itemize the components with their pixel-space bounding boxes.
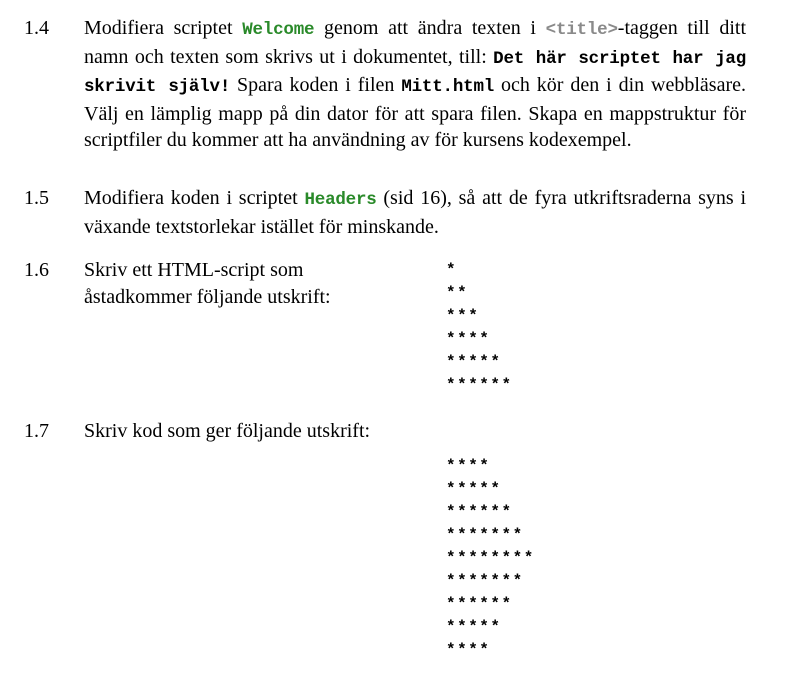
- exercise-1-7-text: Skriv kod som ger följande utskrift:: [84, 420, 371, 442]
- star-row: *****: [446, 353, 502, 371]
- star-row: ***: [446, 307, 480, 325]
- star-row: **: [446, 284, 469, 302]
- exercise-1-4-text-part: och kör den i din webbläsare. Välj en lämplig mapp på din dator för att spara filen. Skapa en mappstruktur för scriptfiler du kommer att ha användning av för kursens kodexempel.: [84, 74, 746, 151]
- exercise-1-4-text-part: Spara koden i filen: [230, 74, 402, 96]
- code-welcome: Welcome: [242, 20, 315, 40]
- code-filename: Mitt.html: [401, 77, 495, 97]
- star-row: ******: [446, 595, 513, 613]
- star-row: ****: [446, 457, 491, 475]
- star-row: *****: [446, 480, 502, 498]
- star-row: *****: [446, 618, 502, 636]
- exercise-1-6-line-2: åstadkommer följande utskrift:: [84, 285, 331, 308]
- exercise-1-4-text-part: genom att ändra texten i: [314, 17, 546, 39]
- exercise-1-5-text-part: Modifiera koden i scriptet: [84, 187, 305, 209]
- code-title-tag: <title>: [545, 20, 618, 40]
- exercise-1-6-line-1: Skriv ett HTML-script som: [84, 259, 304, 281]
- star-row: ********: [446, 549, 535, 567]
- exercise-1-5-text: [84, 185, 746, 240]
- star-row: ****: [446, 641, 491, 659]
- exercise-number-1-7: 1.7: [24, 420, 49, 442]
- exercise-1-5-text-part: (sid 16), så att de fyra utkriftsraderna syns i växande textstorlekar istället för minskande.: [84, 187, 746, 238]
- star-row: ******: [446, 503, 513, 521]
- star-output-1-6: [446, 259, 513, 397]
- exercise-1-6-text: [84, 257, 424, 310]
- star-row: *******: [446, 526, 524, 544]
- star-row: ****: [446, 330, 491, 348]
- star-row: ******: [446, 376, 513, 394]
- code-headers: Headers: [304, 190, 377, 210]
- code-message: Det här scriptet har jag skrivit själv!: [84, 48, 746, 97]
- star-output-1-7: [446, 455, 535, 662]
- star-row: *: [446, 261, 458, 279]
- star-row: *******: [446, 572, 524, 590]
- exercise-number-1-4: 1.4: [24, 17, 49, 39]
- exercise-1-4-text-part: -taggen till ditt namn och texten som skrivs ut i dokumentet, till:: [84, 17, 747, 68]
- exercise-1-4-text-part: Modifiera scriptet: [84, 17, 243, 39]
- exercise-1-4-text: [84, 15, 746, 154]
- exercise-number-1-6: 1.6: [24, 259, 49, 281]
- exercise-number-1-5: 1.5: [24, 187, 49, 209]
